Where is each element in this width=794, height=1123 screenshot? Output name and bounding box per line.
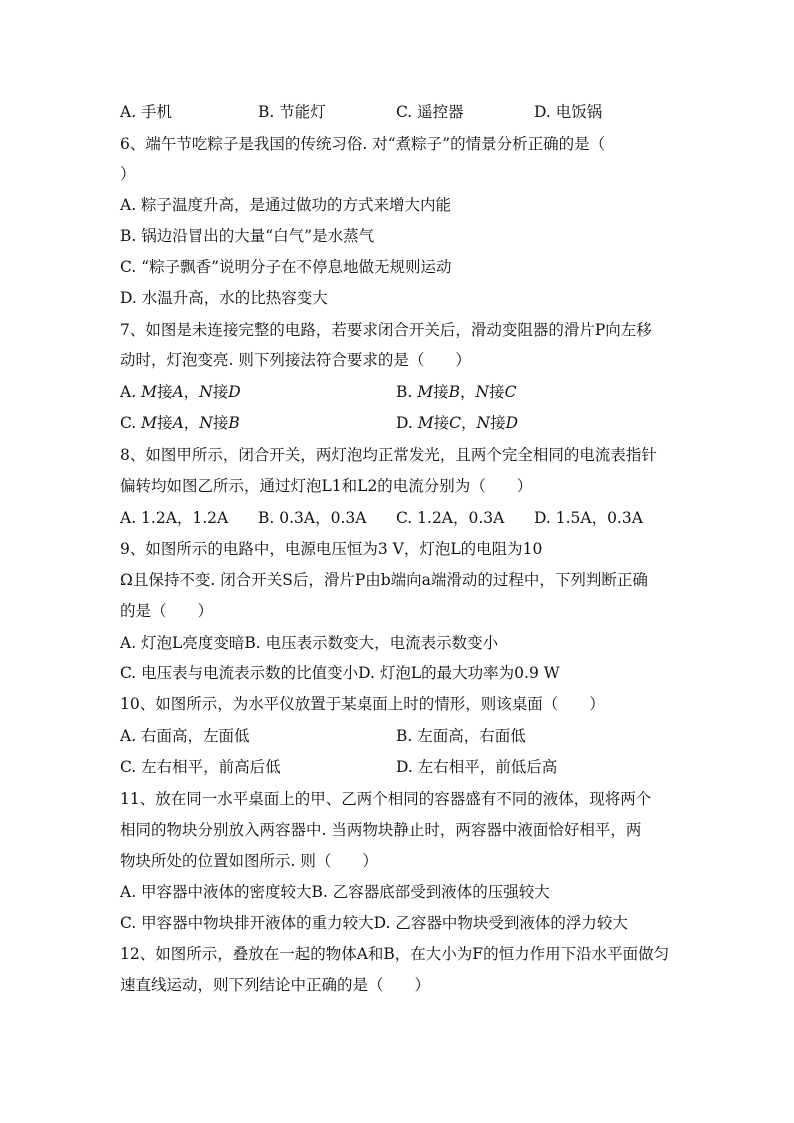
q10-option-b: B. 左面高，右面低 [396, 727, 526, 745]
q11-stem: 11、放在同一水平桌面上的甲、乙两个相同的容器盛有不同的液体，现将两个 [120, 790, 652, 808]
q11-options-ab: A. 甲容器中液体的密度较大B. 乙容器底部受到液体的压强较大 [120, 883, 550, 901]
q5-option-a: A. 手机 [120, 103, 173, 121]
q5-option-d: D. 电饭锅 [534, 103, 603, 121]
q6-option-d: D. 水温升高，水的比热容变大 [120, 289, 328, 307]
q9-stem-cont2: 的是（ ） [120, 602, 214, 620]
q6-stem: 6、端午节吃粽子是我国的传统习俗. 对“煮粽子”的情景分析正确的是（ [120, 135, 606, 153]
q10-stem: 10、如图所示，为水平仪放置于某桌面上时的情形，则该桌面（ ） [120, 695, 605, 713]
q8-option-d: D. 1.5A，0.3A [534, 509, 643, 527]
q8-option-c: C. 1.2A，0.3A [396, 509, 505, 527]
q6-option-a: A. 粽子温度升高，是通过做功的方式来增大内能 [120, 196, 452, 214]
q11-stem-cont: 相同的物块分别放入两容器中. 当两物块静止时，两容器中液面恰好相平，两 [120, 821, 642, 839]
q12-stem: 12、如图所示，叠放在一起的物体A和B，在大小为F的恒力作用下沿水平面做匀 [120, 945, 670, 963]
q10-option-d: D. 左右相平，前低后高 [396, 758, 558, 776]
q5-option-c: C. 遥控器 [396, 103, 464, 121]
q7-stem-cont: 动时，灯泡变亮. 则下列接法符合要求的是（ ） [120, 351, 471, 369]
q6-option-b: B. 锅边沿冒出的大量“白气”是水蒸气 [120, 227, 375, 245]
q9-stem: 9、如图所示的电路中，电源电压恒为3 V，灯泡L的电阻为10 [120, 540, 543, 558]
q8-option-b: B. 0.3A，0.3A [258, 509, 367, 527]
q11-options-cd: C. 甲容器中物块排开液体的重力较大D. 乙容器中物块受到液体的浮力较大 [120, 914, 628, 932]
q9-options-ab: A. 灯泡L亮度变暗B. 电压表示数变大，电流表示数变小 [120, 634, 499, 652]
q11-stem-cont2: 物块所处的位置如图所示. 则（ ） [120, 852, 378, 870]
q5-option-b: B. 节能灯 [258, 103, 326, 121]
q8-option-a: A. 1.2A，1.2A [120, 509, 229, 527]
q6-option-c: C. “粽子飘香”说明分子在不停息地做无规则运动 [120, 258, 452, 276]
q7-option-d: D. M接C，N接D [396, 414, 519, 432]
q9-stem-cont: Ω且保持不变. 闭合开关S后，滑片P由b端向a端滑动的过程中，下列判断正确 [120, 571, 648, 589]
q8-stem: 8、如图甲所示，闭合开关，两灯泡均正常发光，且两个完全相同的电流表指针 [120, 446, 657, 464]
q7-option-a: A. M接A，N接D [120, 383, 241, 401]
q7-stem: 7、如图是未连接完整的电路，若要求闭合开关后，滑动变阻器的滑片P向左移 [120, 321, 652, 339]
q8-stem-cont: 偏转均如图乙所示，通过灯泡L1和L2的电流分别为（ ） [120, 477, 533, 495]
q9-options-cd: C. 电压表与电流表示数的比值变小D. 灯泡L的最大功率为0.9 W [120, 664, 560, 682]
q6-stem-cont: ） [120, 165, 136, 183]
q7-option-b: B. M接B，N接C [396, 383, 517, 401]
q10-option-c: C. 左右相平，前高后低 [120, 758, 281, 776]
q12-stem-cont: 速直线运动，则下列结论中正确的是（ ） [120, 976, 431, 994]
q10-option-a: A. 右面高，左面低 [120, 727, 250, 745]
q7-option-c: C. M接A，N接B [120, 414, 240, 432]
